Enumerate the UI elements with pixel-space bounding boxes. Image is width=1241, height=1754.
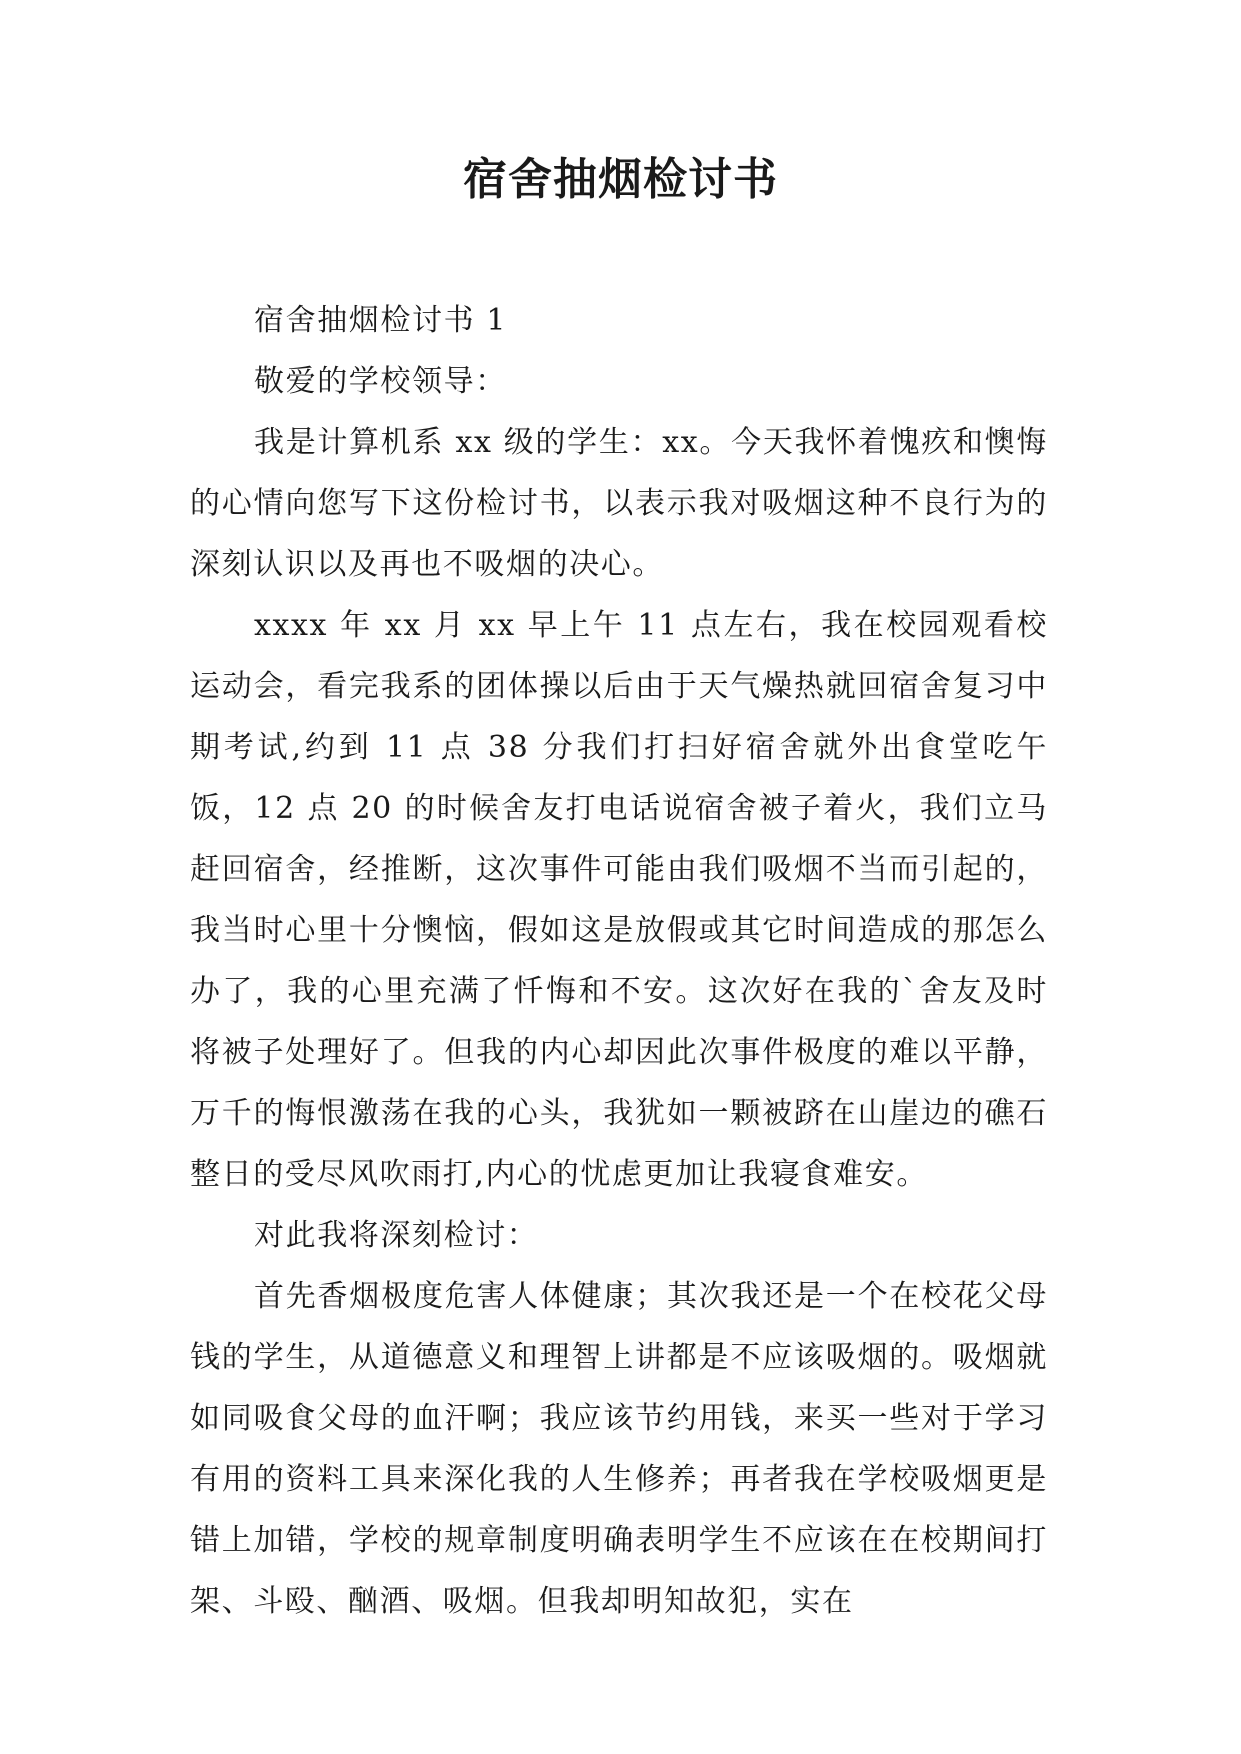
paragraph-reflection: 首先香烟极度危害人体健康；其次我还是一个在校花父母钱的学生，从道德意义和理智上讲都是不应该吸烟的。吸烟就如同吸食父母的血汗啊；我应该节约用钱，来买一些对于学习有用的资料工具来深化我的人生修养；再者我在学校吸烟更是错上加错，学校的规章制度明确表明学生不应该在在校期间打架、斗殴、酗酒、吸烟。但我却明知故犯，实在 bbox=[190, 1279, 1048, 1619]
salutation: 敬爱的学校领导： bbox=[254, 364, 507, 399]
paragraph-intro: 我是计算机系 xx 级的学生：xx。今天我怀着愧疚和懊悔的心情向您写下这份检讨书，以表示我对吸烟这种不良行为的深刻认识以及再也不吸烟的决心。 bbox=[190, 425, 1048, 582]
document-title: 宿舍抽烟检讨书 bbox=[463, 154, 778, 205]
document-body bbox=[190, 290, 1048, 1632]
section-heading: 宿舍抽烟检讨书 1 bbox=[254, 303, 508, 338]
paragraph-review-lead: 对此我将深刻检讨： bbox=[254, 1218, 539, 1253]
paragraph-incident: xxxx 年 xx 月 xx 早上午 11 点左右，我在校园观看校运动会，看完我系的团体操以后由于天气燥热就回宿舍复习中期考试,约到 11 点 38 分我们打扫好宿舍就外出食堂吃午饭，12 点 20 的时候舍友打电话说宿舍被子着火，我们立马赶回宿舍，经推断，这次事件可能由我们吸烟不当而引起的，我当时心里十分懊恼，假如这是放假或其它时间造成的那怎么办了，我的心里充满了忏悔和不安。这次好在我的`舍友及时将被子处理好了。但我的内心却因此次事件极度的难以平静，万千的悔恨激荡在我的心头，我犹如一颗被跻在山崖边的礁石整日的受尽风吹雨打,内心的忧虑更加让我寝食难安。 bbox=[190, 608, 1048, 1192]
